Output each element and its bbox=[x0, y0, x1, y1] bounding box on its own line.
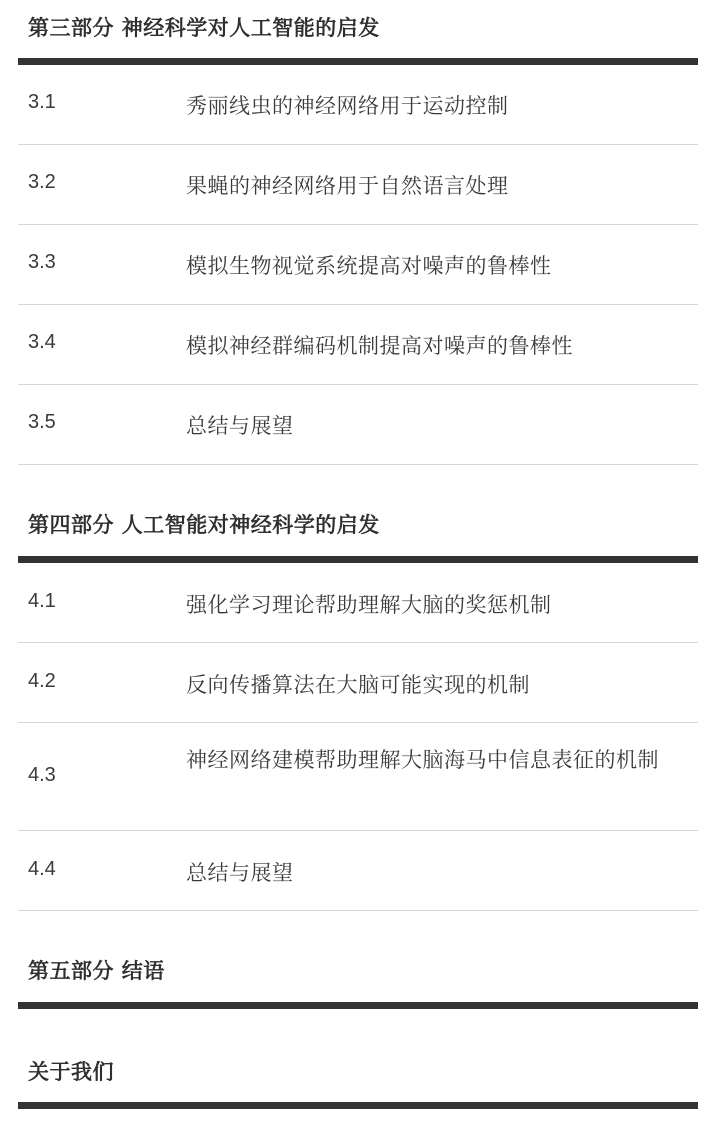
toc-row-title: 秀丽线虫的神经网络用于运动控制 bbox=[186, 94, 509, 118]
section-divider bbox=[18, 556, 698, 563]
toc-row-title: 总结与展望 bbox=[186, 414, 294, 438]
toc-row-number: 3.5 bbox=[28, 411, 56, 433]
toc-row[interactable] bbox=[18, 831, 698, 911]
section-divider bbox=[18, 58, 698, 65]
section-title-about-us: 关于我们 bbox=[28, 1060, 114, 1084]
toc-row[interactable] bbox=[18, 643, 698, 723]
section-title-part4: 第四部分 人工智能对神经科学的启发 bbox=[28, 513, 380, 537]
toc-row[interactable] bbox=[18, 145, 698, 225]
toc-row[interactable] bbox=[18, 385, 698, 465]
toc-row-title: 果蝇的神经网络用于自然语言处理 bbox=[186, 174, 509, 198]
toc-row-title: 神经网络建模帮助理解大脑海马中信息表征的机制 bbox=[186, 748, 659, 772]
toc-row[interactable] bbox=[18, 563, 698, 643]
section-divider bbox=[18, 1002, 698, 1009]
toc-row-title: 反向传播算法在大脑可能实现的机制 bbox=[186, 673, 530, 697]
toc-row-number: 3.4 bbox=[28, 331, 56, 353]
toc-row-number: 3.1 bbox=[28, 91, 56, 113]
section-divider bbox=[18, 1102, 698, 1109]
toc-row-number: 3.3 bbox=[28, 251, 56, 273]
toc-row-number: 3.2 bbox=[28, 171, 56, 193]
toc-row[interactable] bbox=[18, 225, 698, 305]
toc-row-number: 4.1 bbox=[28, 590, 56, 612]
toc-row-number: 4.2 bbox=[28, 670, 56, 692]
toc-row[interactable] bbox=[18, 305, 698, 385]
toc-row-title: 总结与展望 bbox=[186, 861, 294, 885]
toc-row-number: 4.4 bbox=[28, 858, 56, 880]
toc-row-number: 4.3 bbox=[28, 764, 56, 786]
section-title-part5: 第五部分 结语 bbox=[28, 959, 165, 983]
toc-row[interactable] bbox=[18, 723, 698, 831]
toc-row[interactable] bbox=[18, 65, 698, 145]
section-title-part3: 第三部分 神经科学对人工智能的启发 bbox=[28, 16, 380, 40]
toc-row-title: 模拟生物视觉系统提高对噪声的鲁棒性 bbox=[186, 254, 552, 278]
toc-row-title: 模拟神经群编码机制提高对噪声的鲁棒性 bbox=[186, 334, 573, 358]
toc-row-title: 强化学习理论帮助理解大脑的奖惩机制 bbox=[186, 593, 552, 617]
